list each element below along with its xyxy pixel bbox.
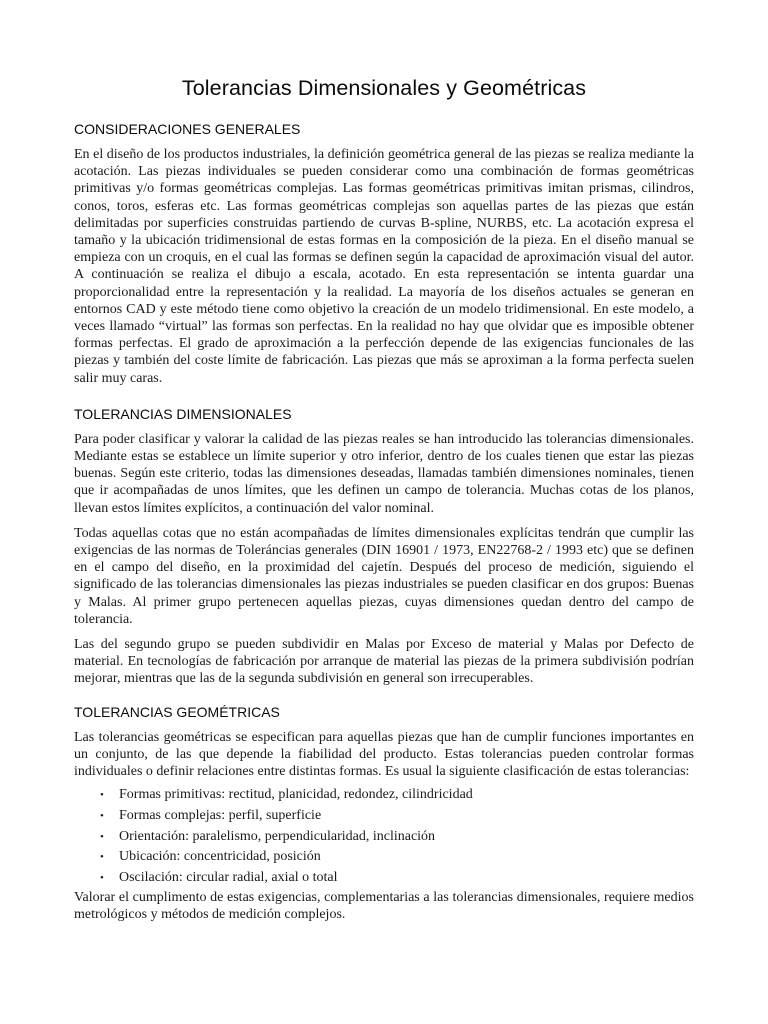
tolerance-classification-list	[74, 785, 694, 889]
bullet-icon: •	[100, 810, 104, 822]
section-tolerancias-dimensionales	[74, 406, 694, 688]
paragraph: Todas aquellas cotas que no están acompañadas de límites dimensionales explícitas tendrán que cumplir las exigencias de las normas de Toleráncias generales (DIN 16901 / 1973, EN22768-2 / 1993 etc) que se definen en el campo del diseño, en la proximidad del cajetín. Después del proceso de medición, siguiendo el significado de las tolerancias dimensionales las piezas industriales se pueden clasificar en dos grupos: Buenas y Malas. Al primer grupo pertenecen aquellas piezas, cuyas dimensiones quedan dentro del campo de tolerancia.	[74, 525, 694, 627]
list-item	[100, 806, 694, 827]
bullet-icon: •	[100, 789, 104, 802]
paragraph: Para poder clasificar y valorar la calidad de las piezas reales se han introducido las tolerancias dimensionales. Mediante estas se establece un límite superior y otro inferior, dentro de los cuales tienen que estar las piezas buenas. Según este criterio, todas las dimensiones deseadas, llamadas también dimensiones nominales, tienen que ir acompañadas de unos límites, que les definen un campo de tolerancia. Muchas cotas de los planos, llevan estos límites explícitos, a continuación del valor nominal.	[74, 431, 694, 516]
paragraph: Las tolerancias geométricas se especifican para aquellas piezas que han de cumplir funciones importantes en un conjunto, de las que depende la fiabilidad del producto. Estas tolerancias pueden controlar formas individuales o definir relaciones entre distintas formas. Es usual la siguiente clasificación de estas tolerancias:	[74, 729, 694, 780]
page-title: Tolerancias Dimensionales y Geométricas	[181, 76, 587, 100]
section-heading: TOLERANCIAS DIMENSIONALES	[74, 405, 292, 422]
list-item-text: Orientación: paralelismo, perpendicularidad, inclinación	[119, 828, 436, 844]
list-item-text: Ubicación: concentricidad, posición	[119, 849, 321, 865]
paragraph: En el diseño de los productos industriales, la definición geométrica general de las piezas se realiza mediante la acotación. Las piezas individuales se pueden considerar como una combinación de formas geométricas primitivas y/o formas geométricas complejas. Las formas geométricas primitivas imitan prismas, cilindros, conos, toros, esferas etc. Las formas geométricas complejas son aquellas partes de las piezas que están delimitadas por superficies construidas partiendo de curvas B-spline, NURBS, etc. La acotación expresa el tamaño y la ubicación tridimensional de estas formas en la composición de la pieza. En el diseño manual se empieza con un croquis, en el cual las formas se definen según la capacidad de aproximación visual del autor. A continuación se realiza el dibujo a escala, acotado. En esta representación se intenta guardar una proporcionalidad entre la representación y la realidad. La mayoría de los diseños actuales se generan en entornos CAD y este método tiene como objetivo la creación de un modelo tridimensional. En este modelo, a veces llamado “virtual” las formas son perfectas. En la realidad no hay que olvidar que es imposible obtener formas perfectas. El grado de aproximación a la perfección depende de las exigencias funcionales de las piezas y también del coste límite de fabricación. Las piezas que más se aproximan a la forma perfecta suelen salir muy caras.	[74, 147, 694, 386]
section-heading: TOLERANCIAS GEOMÉTRICAS	[74, 703, 280, 720]
list-item-text: Oscilación: circular radial, axial o total	[119, 870, 338, 886]
section-tolerancias-geometricas	[74, 704, 694, 924]
list-item	[100, 847, 694, 868]
list-item-text: Formas primitivas: rectitud, planicidad, redondez, cilindricidad	[119, 787, 473, 803]
bullet-icon: •	[100, 872, 104, 885]
bullet-icon: •	[100, 851, 104, 864]
list-item	[100, 785, 694, 806]
section-heading: CONSIDERACIONES GENERALES	[74, 121, 301, 137]
closing-paragraph: Valorar el cumplimento de estas exigencias, complementarias a las tolerancias dimensionales, requiere medios metrológicos y métodos de medición complejos.	[74, 889, 694, 923]
document-page	[74, 76, 694, 939]
list-item-text: Formas complejas: perfil, superficie	[119, 808, 322, 823]
list-item	[100, 868, 694, 889]
list-item	[100, 827, 694, 848]
section-consideraciones-generales	[74, 121, 694, 387]
paragraph: Las del segundo grupo se pueden subdividir en Malas por Exceso de material y Malas por Defecto de material. En tecnologías de fabricación por arranque de material las piezas de la primera subdivisión podrían mejorar, mientras que las de la segunda subdivisión en general son irrecuperables.	[74, 637, 694, 687]
bullet-icon: •	[100, 830, 104, 843]
